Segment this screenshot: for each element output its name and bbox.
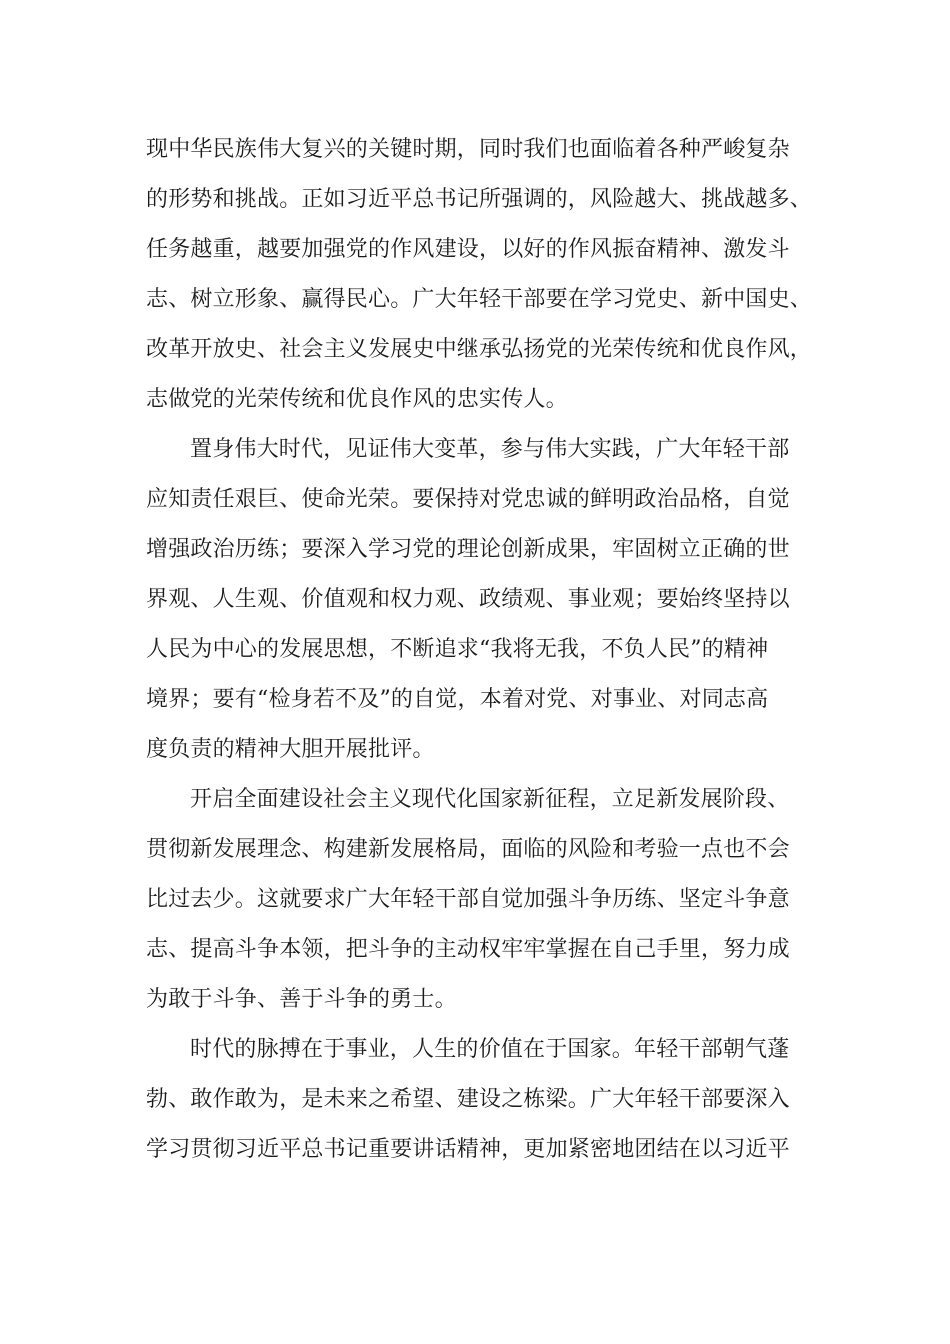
text-line: 贯彻新发展理念、构建新发展格局，面临的风险和考验一点也不会 (146, 837, 790, 862)
text-line: 现中华民族伟大复兴的关键时期，同时我们也面临着各种严峻复杂 (146, 137, 790, 162)
text-line: 志、树立形象、赢得民心。广大年轻干部要在学习党史、新中国史、 (146, 287, 813, 312)
text-line: 志做党的光荣传统和优良作风的忠实传人。 (146, 387, 568, 412)
text-line: 任务越重，越要加强党的作风建设，以好的作风振奋精神、激发斗 (146, 237, 790, 262)
text-line: 境界；要有“检身若不及”的自觉，本着对党、对事业、对同志高 (146, 687, 769, 712)
text-line: 志、提高斗争本领，把斗争的主动权牢牢掌握在自己手里，努力成 (146, 937, 790, 962)
text-line: 增强政治历练；要深入学习党的理论创新成果，牢固树立正确的世 (146, 537, 790, 562)
text-line: 为敢于斗争、善于斗争的勇士。 (146, 987, 457, 1012)
text-line: 界观、人生观、价值观和权力观、政绩观、事业观；要始终坚持以 (146, 587, 790, 612)
paragraph-first-line: 置身伟大时代，见证伟大变革，参与伟大实践，广大年轻干部 (190, 437, 790, 462)
text-line: 学习贯彻习近平总书记重要讲话精神，更加紧密地团结在以习近平 (146, 1137, 790, 1162)
text-line: 应知责任艰巨、使命光荣。要保持对党忠诚的鲜明政治品格，自觉 (146, 487, 790, 512)
body-text (146, 129, 813, 1179)
paragraph-first-line: 开启全面建设社会主义现代化国家新征程，立足新发展阶段、 (190, 787, 790, 812)
text-line: 度负责的精神大胆开展批评。 (146, 737, 435, 762)
text-line: 的形势和挑战。正如习近平总书记所强调的，风险越大、挑战越多、 (146, 187, 813, 212)
text-line: 人民为中心的发展思想，不断追求“我将无我，不负人民”的精神 (146, 637, 769, 662)
paragraph-first-line: 时代的脉搏在于事业，人生的价值在于国家。年轻干部朝气蓬 (190, 1037, 790, 1062)
text-line: 改革开放史、社会主义发展史中继承弘扬党的光荣传统和优良作风， (146, 337, 813, 362)
text-line: 比过去少。这就要求广大年轻干部自觉加强斗争历练、坚定斗争意 (146, 887, 790, 912)
text-line: 勃、敢作敢为，是未来之希望、建设之栋梁。广大年轻干部要深入 (146, 1087, 790, 1112)
